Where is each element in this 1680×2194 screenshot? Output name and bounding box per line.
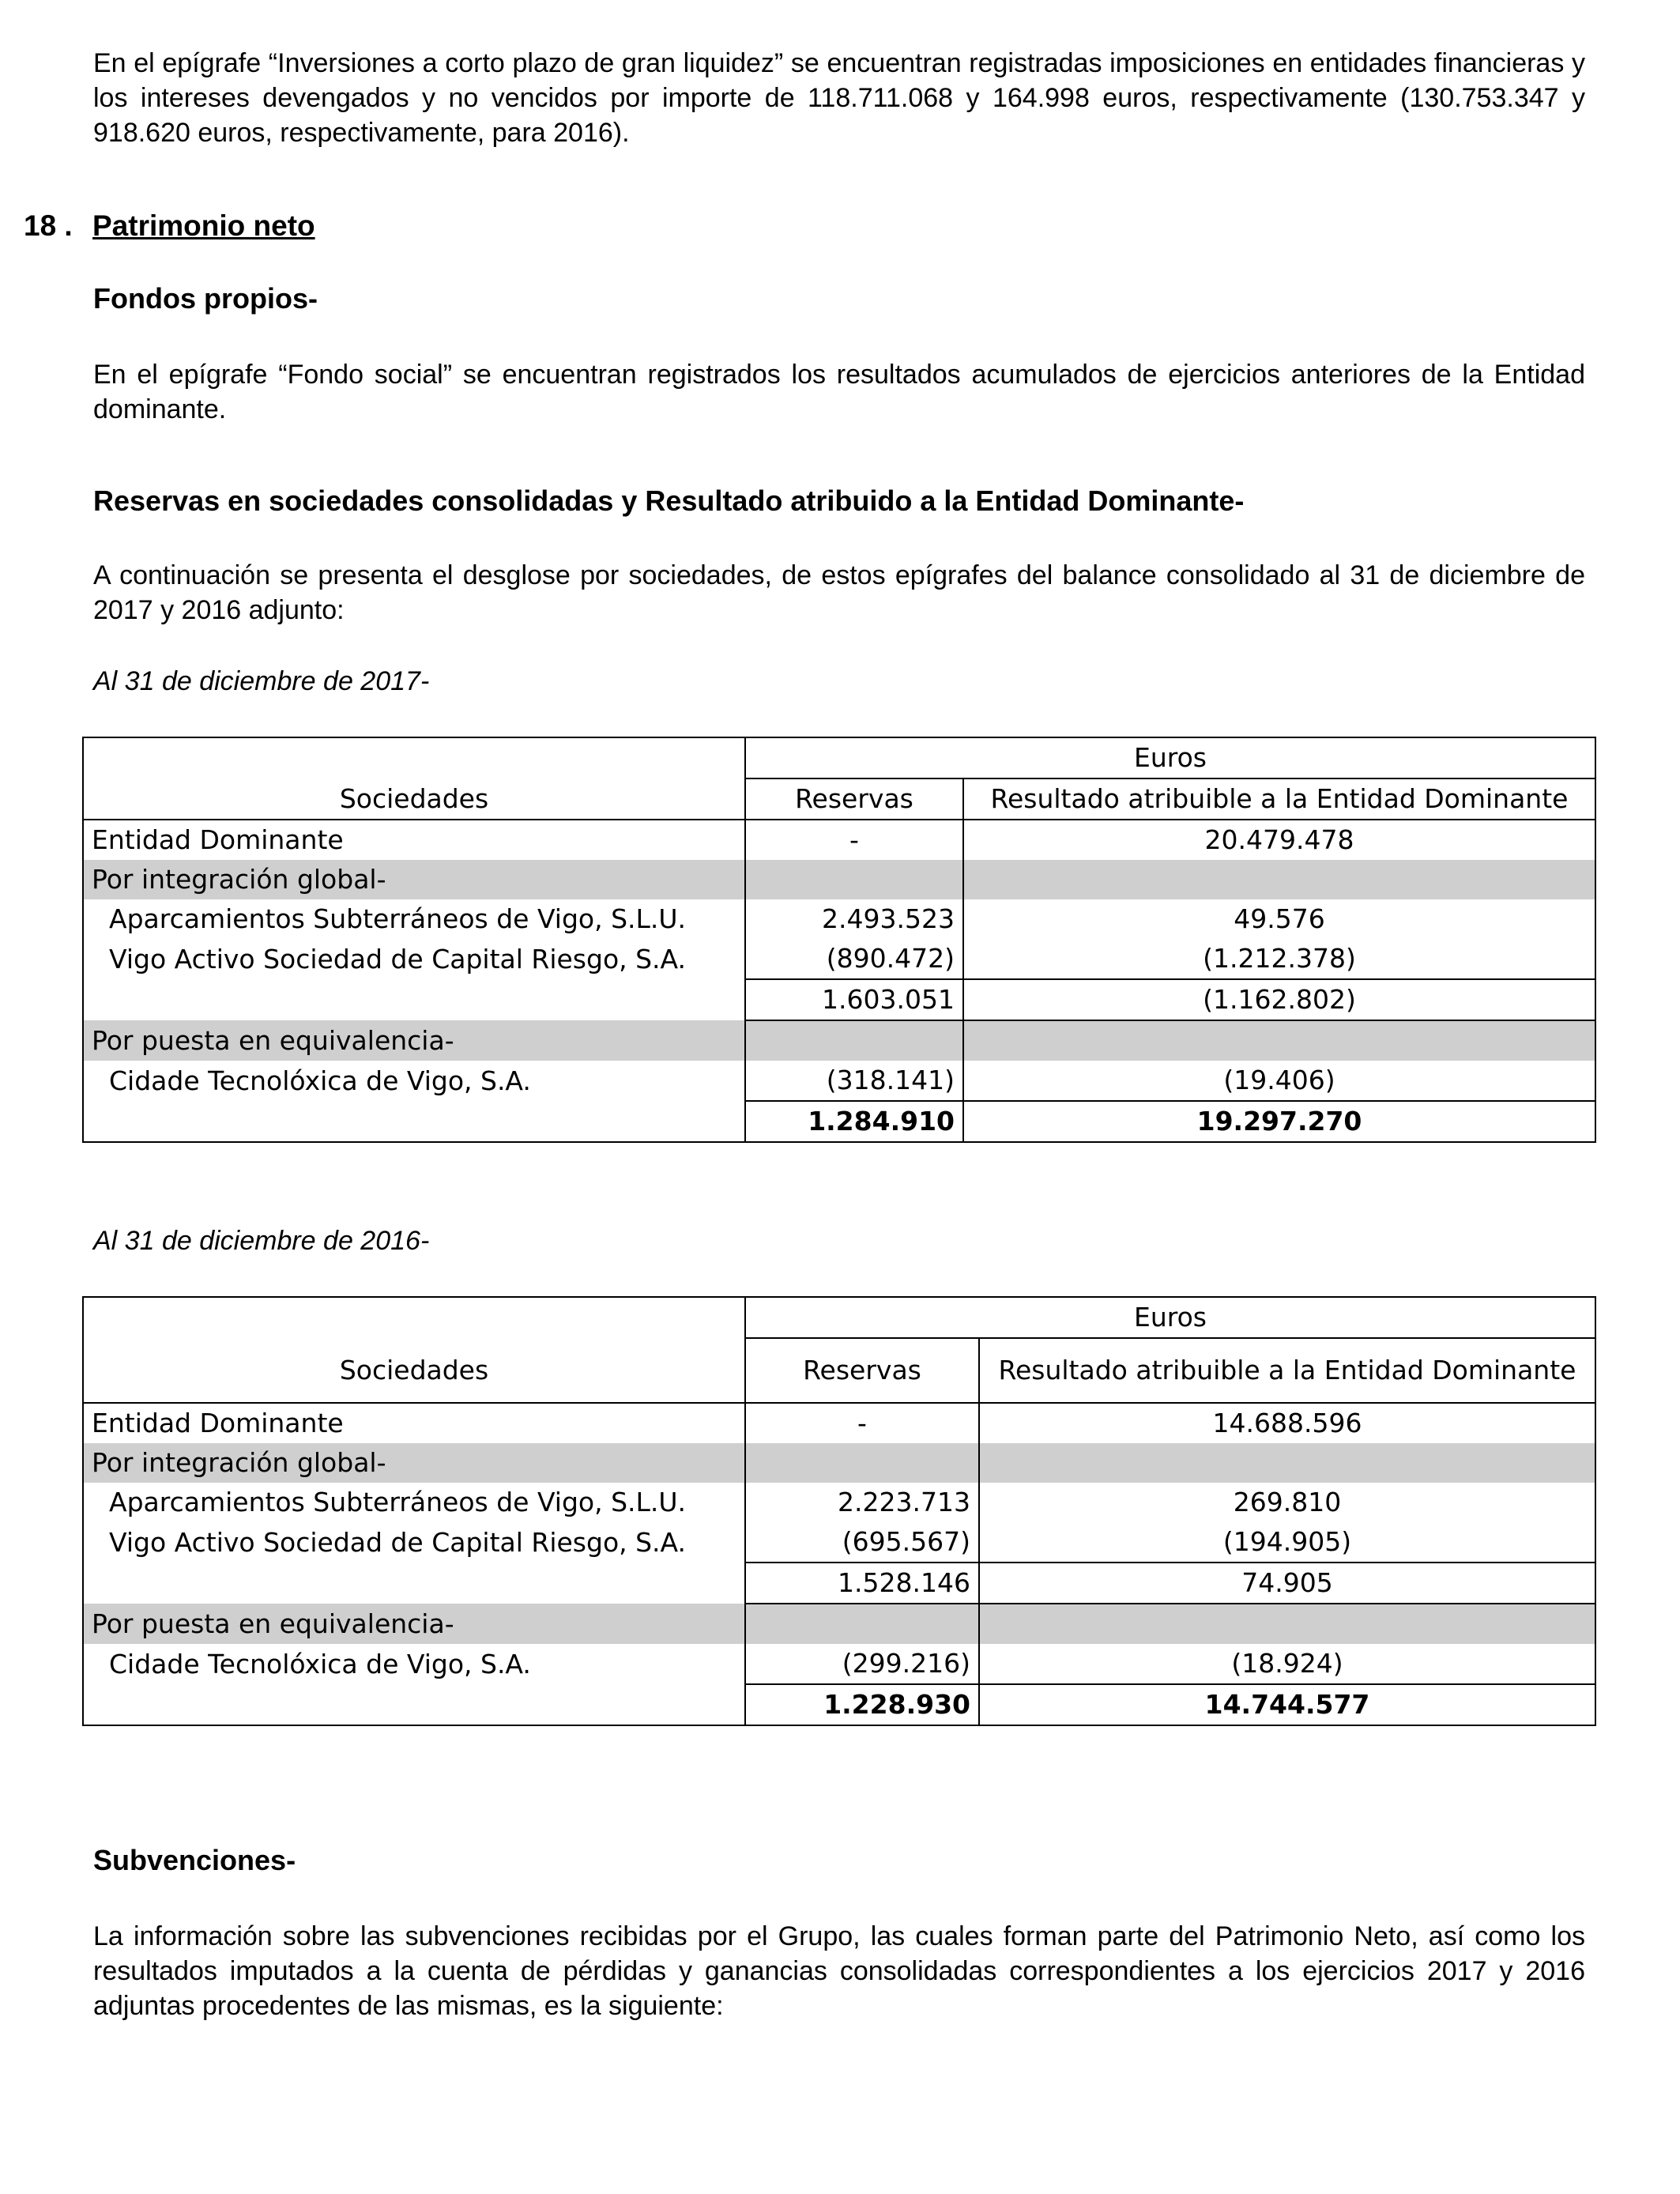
group-label: Por integración global- [83,1443,745,1483]
table-row [83,1101,1595,1142]
row-label: Aparcamientos Subterráneos de Vigo, S.L.U. [83,899,745,939]
cell-subtotal-reservas: 1.603.051 [745,979,963,1020]
cell-resultado: 49.576 [963,899,1595,939]
table-row [83,1443,1595,1483]
table-row [83,778,1595,820]
subvenciones-paragraph: La información sobre las subvenciones recibidas por el Grupo, las cuales forman parte del Patrimonio Neto, así como los resultados imputados a la cuenta de pérdidas y ganancias consolidadas correspondientes a los ejercicios 2017 y 2016 adjuntas procedentes de las mismas, es la siguiente: [93,1921,1585,2021]
header-sociedades: Sociedades [83,778,745,820]
table-row [83,1563,1595,1604]
cell-total-resultado: 14.744.577 [979,1684,1595,1725]
table-2016-caption: Al 31 de diciembre de 2016- [93,1226,430,1256]
table-row [83,820,1595,860]
header-euros: Euros [745,1297,1595,1338]
cell-resultado: 269.810 [979,1483,1595,1522]
table-row [83,1297,1595,1338]
cell-resultado: (194.905) [979,1522,1595,1563]
reservas-paragraph: A continuación se presenta el desglose por sociedades, de estos epígrafes del balance consolidado al 31 de diciembre de 2017 y 2016 adjunto: [93,560,1585,625]
cell-reservas: 2.493.523 [745,899,963,939]
table-row [83,1061,1595,1101]
header-resultado: Resultado atribuible a la Entidad Dominante [963,778,1595,820]
table-row [83,1338,1595,1403]
table-row [83,1644,1595,1684]
fondos-propios-paragraph: En el epígrafe “Fondo social” se encuentran registrados los resultados acumulados de ejercicios anteriores de la Entidad dominante. [93,360,1585,424]
row-label: Aparcamientos Subterráneos de Vigo, S.L.U. [83,1483,745,1522]
cell-subtotal-resultado: 74.905 [979,1563,1595,1604]
section-number: 18 . [24,209,73,242]
cell-resultado: (1.212.378) [963,939,1595,979]
group-label: Por puesta en equivalencia- [83,1604,745,1644]
cell-total-resultado: 19.297.270 [963,1101,1595,1142]
cell-subtotal-reservas: 1.528.146 [745,1563,979,1604]
cell-total-reservas: 1.284.910 [745,1101,963,1142]
cell-reservas: - [745,820,963,860]
table-row [83,1684,1595,1725]
cell-reservas: (299.216) [745,1644,979,1684]
row-label: Vigo Activo Sociedad de Capital Riesgo, S.A. [83,1522,745,1563]
row-label: Cidade Tecnolóxica de Vigo, S.A. [83,1061,745,1101]
cell-resultado: 20.479.478 [963,820,1595,860]
header-euros: Euros [745,737,1595,778]
cell-subtotal-resultado: (1.162.802) [963,979,1595,1020]
table-row [83,1604,1595,1644]
cell-resultado: (19.406) [963,1061,1595,1101]
table-2017 [82,737,1596,1143]
row-label: Vigo Activo Sociedad de Capital Riesgo, S.A. [83,939,745,979]
header-reservas: Reservas [745,778,963,820]
group-label: Por integración global- [83,860,745,899]
table-row [83,737,1595,778]
row-label: Entidad Dominante [83,820,745,860]
header-reservas: Reservas [745,1338,979,1403]
group-label: Por puesta en equivalencia- [83,1020,745,1061]
header-sociedades: Sociedades [83,1338,745,1403]
cell-total-reservas: 1.228.930 [745,1684,979,1725]
reservas-heading: Reservas en sociedades consolidadas y Resultado atribuido a la Entidad Dominante- [93,484,1245,517]
table-row [83,860,1595,899]
cell-reservas: (318.141) [745,1061,963,1101]
table-2017-caption: Al 31 de diciembre de 2017- [93,666,430,696]
cell-reservas: 2.223.713 [745,1483,979,1522]
table-row [83,1483,1595,1522]
table-row [83,939,1595,979]
cell-resultado: 14.688.596 [979,1403,1595,1443]
cell-resultado: (18.924) [979,1644,1595,1684]
intro-paragraph: En el epígrafe “Inversiones a corto plazo de gran liquidez” se encuentran registradas imposiciones en entidades financieras y los intereses devengados y no vencidos por importe de 118.711.068 y 164.998 euros, respectivamente (130.753.347 y 918.620 euros, respectivamente, para 2016). [93,48,1585,148]
header-resultado: Resultado atribuible a la Entidad Dominante [979,1338,1595,1403]
fondos-propios-heading: Fondos propios- [93,282,318,315]
table-2016 [82,1296,1596,1726]
table-row [83,979,1595,1020]
subvenciones-heading: Subvenciones- [93,1844,296,1876]
row-label: Entidad Dominante [83,1403,745,1443]
row-label: Cidade Tecnolóxica de Vigo, S.A. [83,1644,745,1684]
table-row [83,899,1595,939]
table-row [83,1403,1595,1443]
table-row [83,1020,1595,1061]
section-name: Patrimonio neto [92,209,315,242]
table-row [83,1522,1595,1563]
cell-reservas: (890.472) [745,939,963,979]
section-title [24,209,315,243]
cell-reservas: - [745,1403,979,1443]
cell-reservas: (695.567) [745,1522,979,1563]
